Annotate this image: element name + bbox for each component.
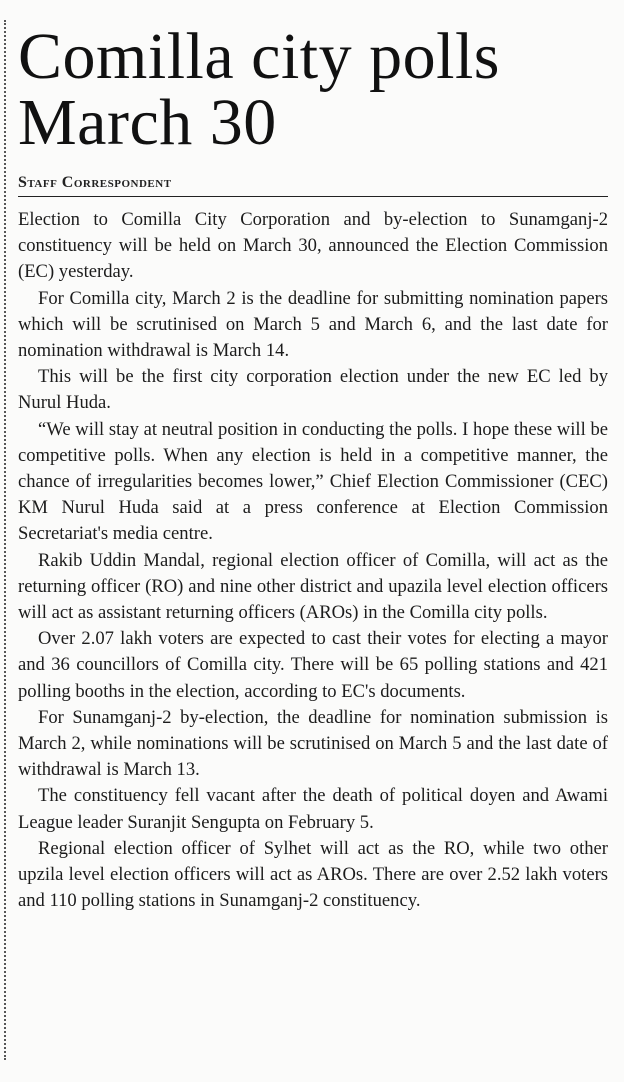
article-body (18, 207, 608, 914)
paragraph-5: Rakib Uddin Mandal, regional election officer of Comilla, will act as the returning officer (RO) and nine other district and upazila level election officers will act as assistant returning officers (AROs) in the Comilla city polls. (18, 549, 608, 624)
paragraph-2: For Comilla city, March 2 is the deadline for submitting nomination papers which will be scrutinised on March 5 and March 6, and the last date for nomination withdrawal is March 14. (18, 287, 608, 362)
headline-line-2: March 30 (18, 86, 277, 159)
headline-line-1: Comilla city polls (18, 20, 500, 93)
dotted-column-divider (4, 20, 6, 1060)
byline: Staff Correspondent (18, 174, 608, 197)
paragraph-3: This will be the first city corporation election under the new EC led by Nurul Huda. (18, 366, 608, 414)
paragraph-9: Regional election officer of Sylhet will act as the RO, while two other upzila level election officers will act as AROs. There are over 2.52 lakh voters and 110 polling stations in Sunamganj-2 constituency. (18, 837, 608, 912)
article (18, 20, 608, 914)
paragraph-6: Over 2.07 lakh voters are expected to cast their votes for electing a mayor and 36 councillors of Comilla city. There will be 65 polling stations and 421 polling booths in the election, according to EC's documents. (18, 628, 608, 702)
paragraph-7: For Sunamganj-2 by-election, the deadline for nomination submission is March 2, while nominations will be scrutinised on March 5 and the last date of withdrawal is March 13. (18, 706, 608, 781)
paragraph-1: Election to Comilla City Corporation and by-election to Sunamganj-2 constituency will be held on March 30, announced the Election Commission (EC) yesterday. (18, 209, 608, 283)
paragraph-4: “We will stay at neutral position in conducting the polls. I hope these will be competitive polls. When any election is held in a competitive manner, the chance of irregularities becomes lower,” Chief Election Commissioner (CEC) KM Nurul Huda said at a press conference at Election Commission Secretariat's media centre. (18, 418, 608, 545)
paragraph-8: The constituency fell vacant after the death of political doyen and Awami League leader Suranjit Sengupta on February 5. (18, 785, 608, 833)
headline (18, 20, 608, 159)
